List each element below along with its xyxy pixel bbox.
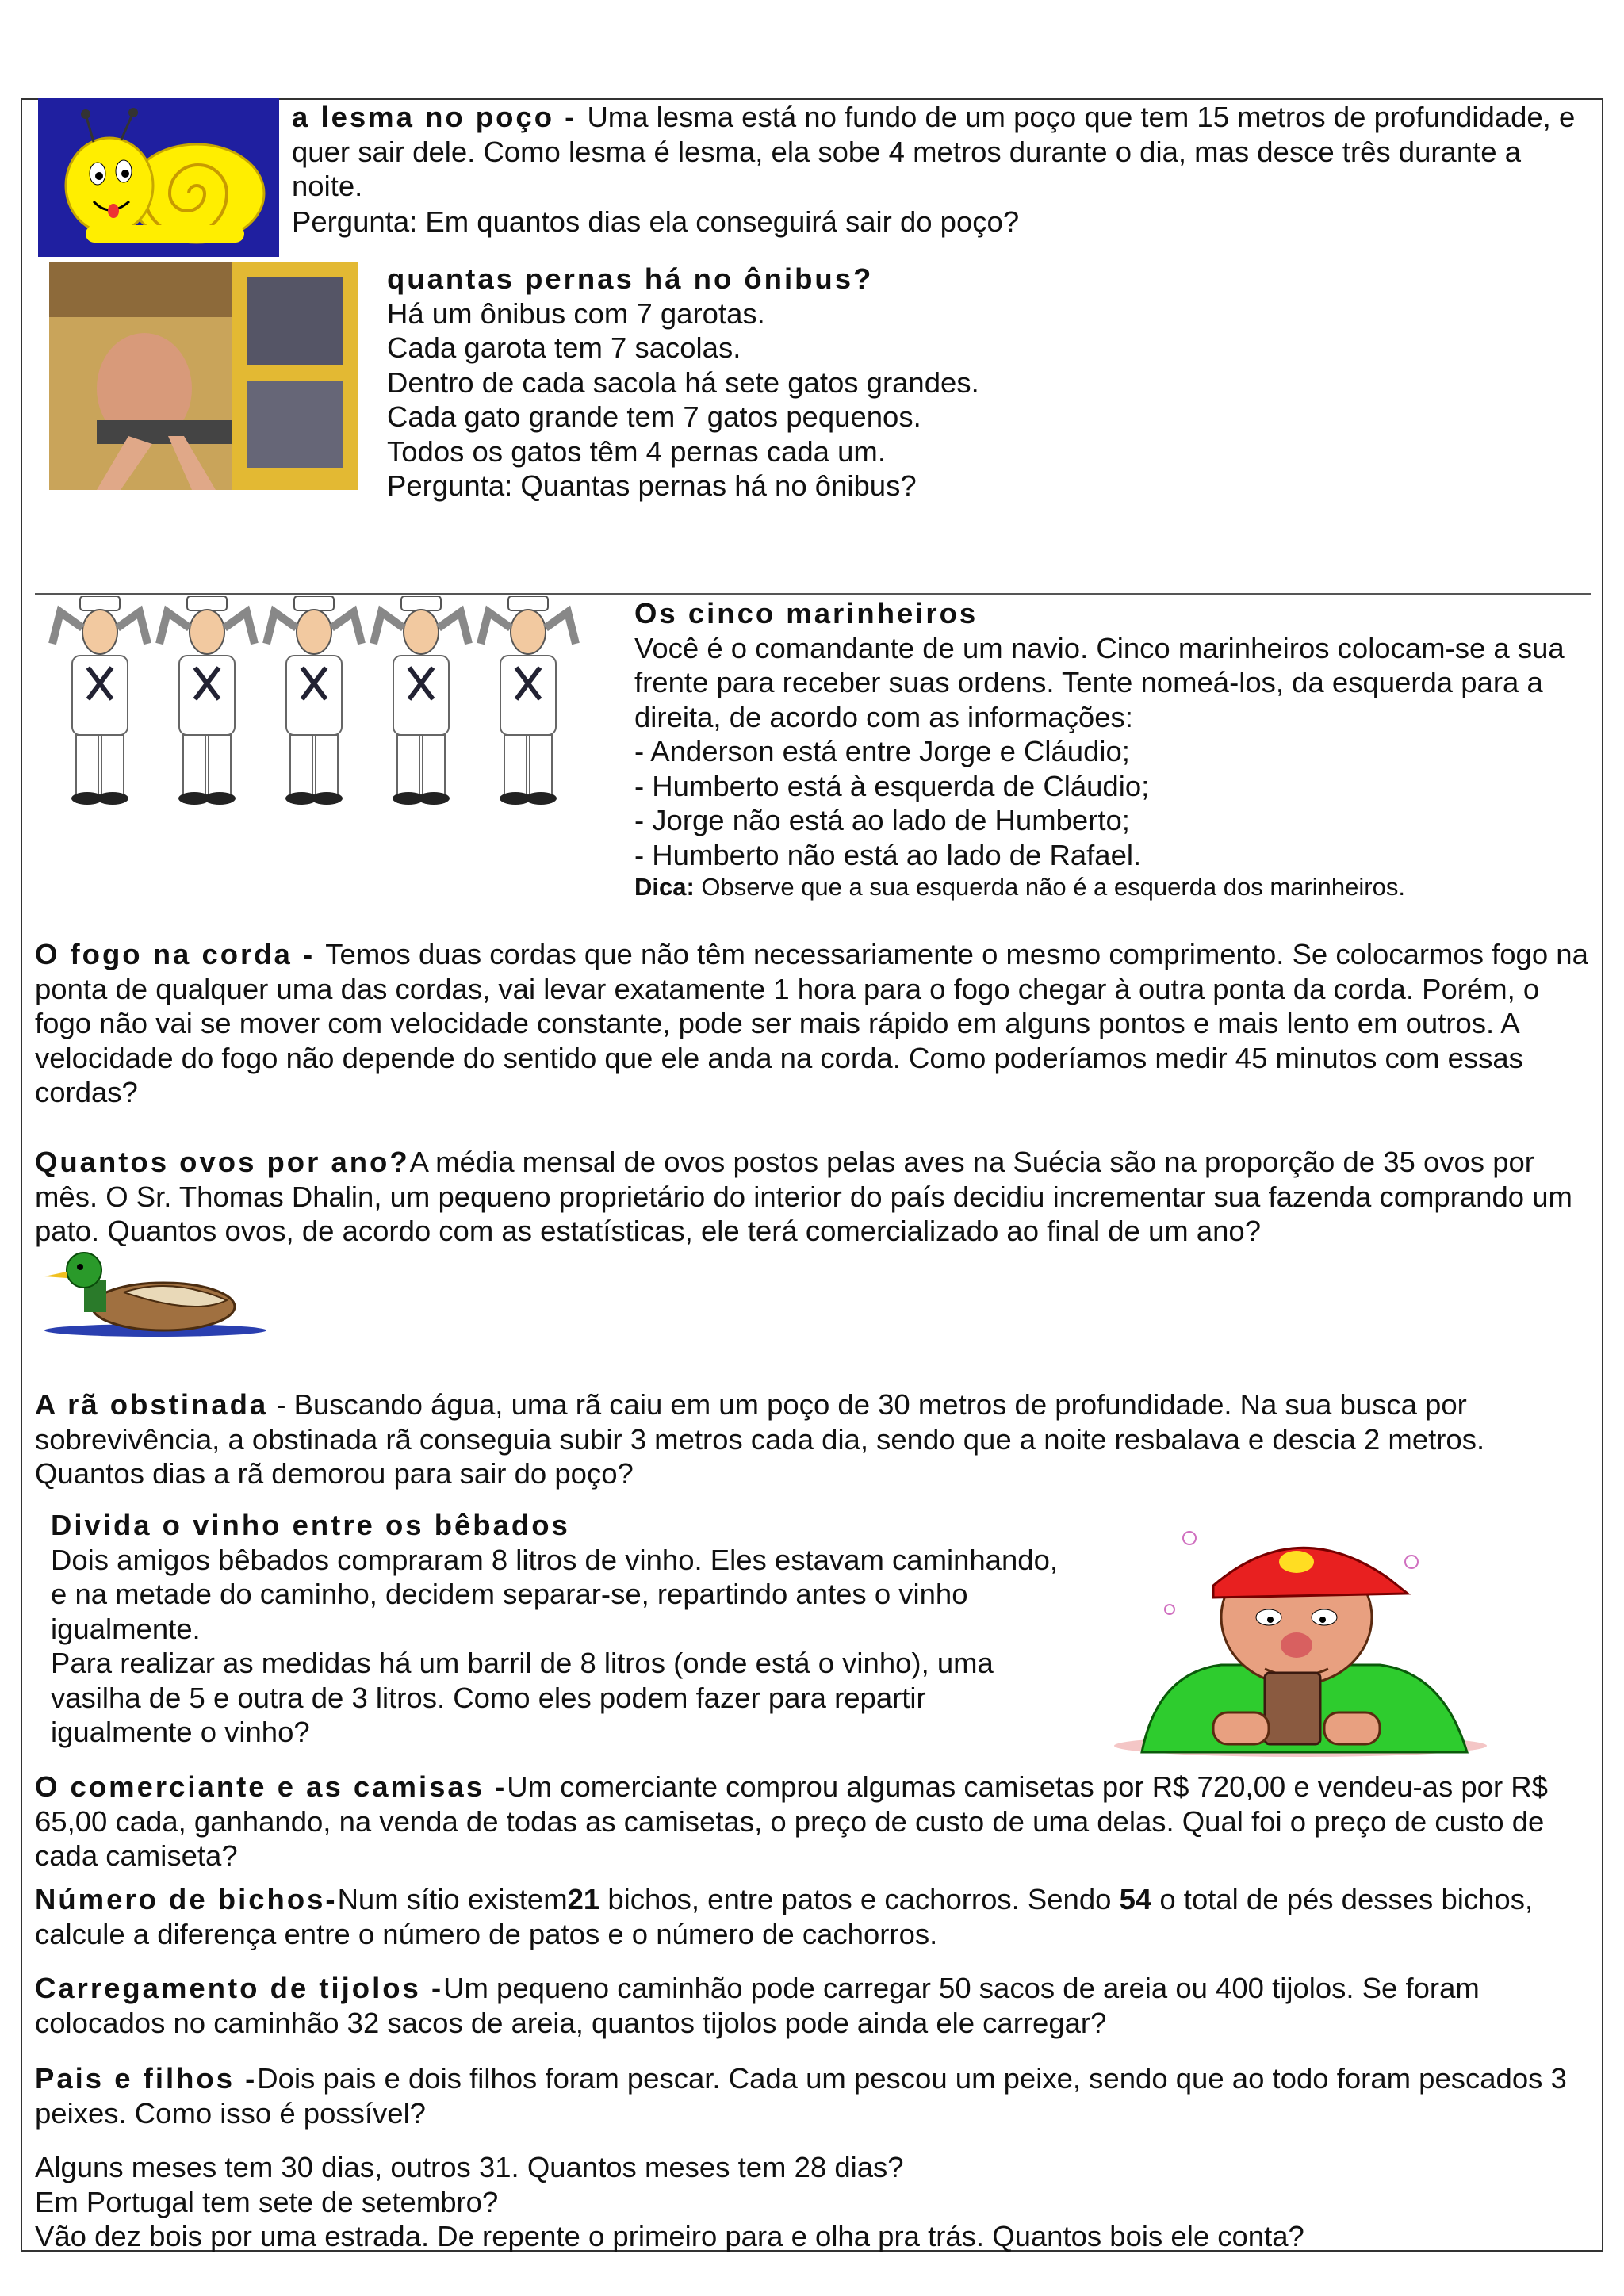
snail-title: a lesma no poço - [292, 101, 588, 133]
animals-title: Número de bichos- [35, 1883, 338, 1915]
bus-line: Dentro de cada sacola há sete gatos grandes. [387, 365, 979, 399]
final-question: Em Portugal tem sete de setembro? [35, 2185, 499, 2218]
sailors-title: Os cinco marinheiros [634, 597, 979, 629]
bus-line: Cada garota tem 7 sacolas. [387, 331, 741, 364]
bus-title: quantas pernas há no ônibus? [387, 262, 874, 295]
snail-body: Uma lesma está no fundo de um poço que tem 15 metros de profundidade, e quer sair dele. Como lesma é lesma, ela sobe 4 metros durante o dia, mas desce três durante a noite. [292, 101, 1576, 202]
frog-body: - Buscando água, uma rã caiu em um poço de 30 metros de profundidade. Na sua busca por sobrevivência, a obstinada rã conseguia subir 3 metros cada dia, sendo que a noite resbalava e descia 2 metros. Quantos dias a rã demorou para sair do poço? [35, 1388, 1485, 1490]
sailors-clue: - Jorge não está ao lado de Humberto; [634, 804, 1130, 836]
bus-line: Cada gato grande tem 7 gatos pequenos. [387, 400, 921, 433]
shirts-title: O comerciante e as camisas - [35, 1770, 508, 1803]
animals-number-2: 54 [1119, 1883, 1152, 1915]
sailors-hint-label: Dica: [634, 873, 695, 901]
sailors-clue: - Anderson está entre Jorge e Cláudio; [634, 735, 1130, 767]
fathers-title: Pais e filhos - [35, 2062, 258, 2095]
bus-image [49, 262, 358, 490]
snail-question: Pergunta: Em quantos dias ela conseguirá sair do poço? [292, 205, 1020, 238]
eggs-body: A média mensal de ovos postos pelas aves na Suécia são na proporção de 35 ovos por mês. O Sr. Thomas Dhalin, um pequeno proprietário do interior do país decidiu incrementar sua fazenda comprando um pato. Quantos ovos, de acordo com as estatísticas, ele terá comercializado ao final de um ano? [35, 1146, 1572, 1247]
wine-title: Divida o vinho entre os bêbados [51, 1509, 570, 1541]
wine-body-1: Dois amigos bêbados compraram 8 litros de vinho. Eles estavam caminhando, e na metade do caminho, decidem separar-se, repartindo antes o vinho igualmente. [51, 1543, 1059, 1645]
frog-title: A rã obstinada [35, 1388, 269, 1421]
final-question: Alguns meses tem 30 dias, outros 31. Quantos meses tem 28 dias? [35, 2151, 904, 2183]
wine-body-2: Para realizar as medidas há um barril de 8 litros (onde está o vinho), uma vasilha de 5 e outra de 3 litros. Como eles podem fazer para repartir igualmente o vinho? [51, 1647, 994, 1748]
rope-title: O fogo na corda - [35, 938, 326, 970]
animals-text-2: bichos, entre patos e cachorros. Sendo [599, 1883, 1120, 1915]
final-question: Vão dez bois por uma estrada. De repente o primeiro para e olha pra trás. Quantos bois ele conta? [35, 2220, 1304, 2252]
shirts-body: Um comerciante comprou algumas camisetas por R$ 720,00 e vendeu-as por R$ 65,00 cada, ganhando, na venda de todas as camisetas, o preço de custo de uma delas. Qual foi o preço de custo de cada camiseta? [35, 1770, 1548, 1872]
drunk-man-image [1094, 1514, 1491, 1760]
bricks-title: Carregamento de tijolos - [35, 1972, 444, 2004]
sailors-hint-text: Observe que a sua esquerda não é a esquerda dos marinheiros. [694, 873, 1405, 901]
duck-image [36, 1245, 274, 1340]
section-divider [35, 593, 1591, 595]
sailors-clue: - Humberto não está ao lado de Rafael. [634, 838, 1142, 871]
animals-text-3: o total de pés desses bichos, calcule a diferença entre o número de patos e o número de cachorros. [35, 1883, 1534, 1950]
bus-line: Pergunta: Quantas pernas há no ônibus? [387, 469, 917, 502]
animals-text-1: Num sítio existem [337, 1883, 568, 1915]
eggs-title: Quantos ovos por ano? [35, 1146, 410, 1178]
snail-image [38, 98, 279, 257]
animals-number-1: 21 [567, 1883, 600, 1915]
sailors-image [44, 596, 599, 810]
fathers-body: Dois pais e dois filhos foram pescar. Cada um pescou um peixe, sendo que ao todo foram pescados 3 peixes. Como isso é possível? [35, 2062, 1567, 2130]
sailors-intro: Você é o comandante de um navio. Cinco marinheiros colocam-se a sua frente para receber suas ordens. Tente nomeá-los, da esquerda para a direita, de acordo com as informações: [634, 631, 1565, 733]
bricks-body: Um pequeno caminhão pode carregar 50 sacos de areia ou 400 tijolos. Se foram colocados no caminhão 32 sacos de areia, quantos tijolos pode ainda ele carregar? [35, 1972, 1480, 2039]
sailors-clue: - Humberto está à esquerda de Cláudio; [634, 769, 1150, 802]
bus-line: Todos os gatos têm 4 pernas cada um. [387, 434, 886, 468]
rope-body: Temos duas cordas que não têm necessariamente o mesmo comprimento. Se colocarmos fogo na ponta de qualquer uma das cordas, vai levar exatamente 1 hora para o fogo chegar à outra ponta da corda. Porém, o fogo não vai se mover com velocidade constante, pode ser mais rápido em alguns pontos e mais lento em outros. A velocidade do fogo não depende do sentido que ele anda na corda. Como poderíamos medir 45 minutos com essas cordas? [35, 938, 1588, 1108]
bus-line: Há um ônibus com 7 garotas. [387, 297, 765, 330]
